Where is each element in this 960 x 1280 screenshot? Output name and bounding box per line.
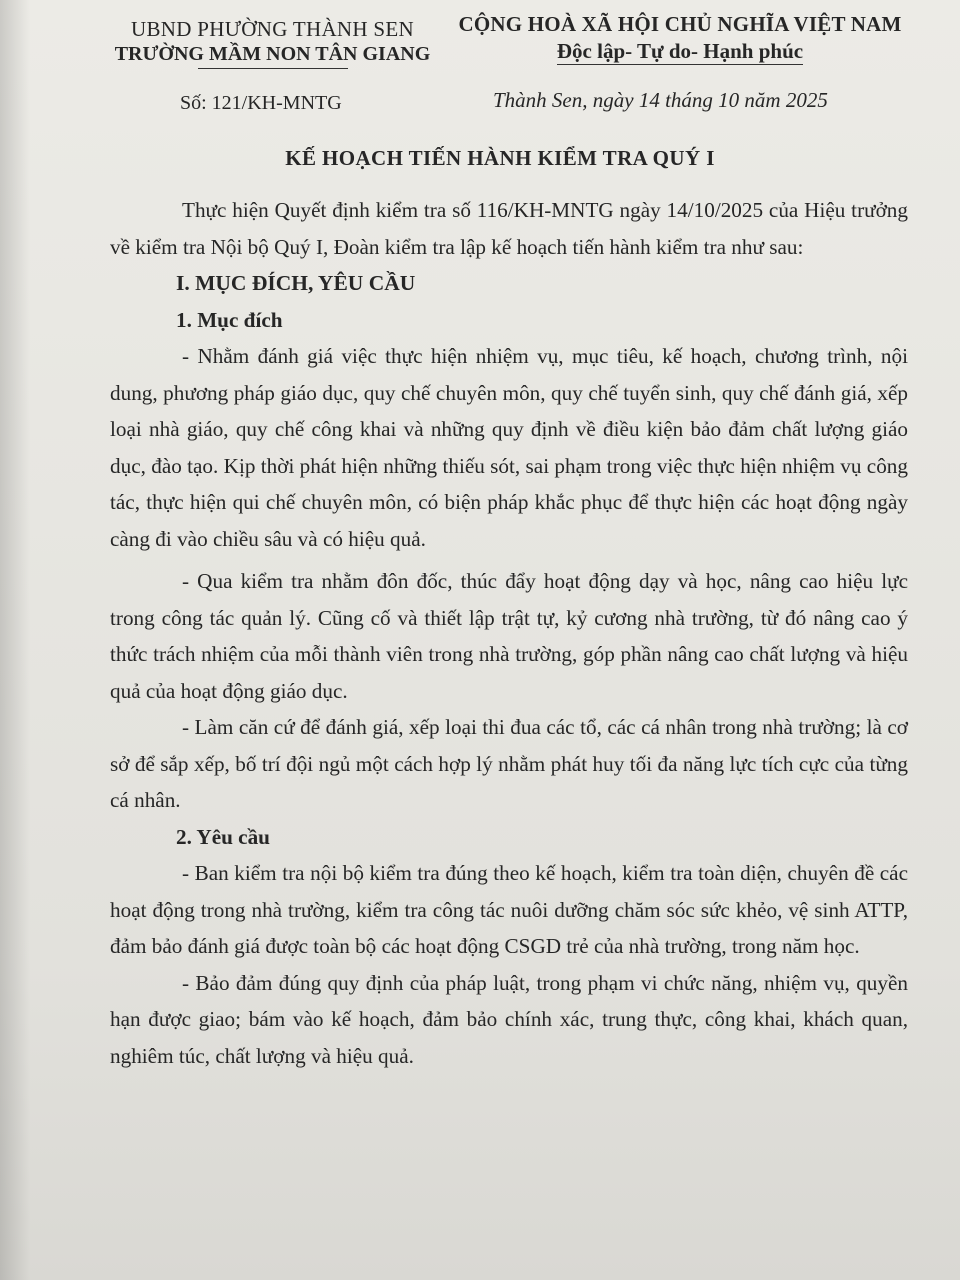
school-name: TRƯỜNG MẦM NON TÂN GIANG bbox=[114, 43, 431, 65]
document-number: Số: 121/KH-MNTG bbox=[180, 92, 342, 114]
agency-name: UBND PHƯỜNG THÀNH SEN bbox=[131, 17, 414, 41]
requirements-heading: 2. Yêu cầu bbox=[176, 824, 270, 849]
requirements-paragraph: - Bảo đảm đúng quy định của pháp luật, trong phạm vi chức năng, nhiệm vụ, quyền hạn được giao; bám vào kế hoạch, đảm bảo chính xác, trung thực, công khai, khách quan, nghiêm túc, chất lượng và hiệu quả. bbox=[110, 970, 908, 1068]
page-shadow bbox=[0, 0, 30, 1280]
issuer-block bbox=[105, 16, 440, 69]
purpose-paragraph: - Nhằm đánh giá việc thực hiện nhiệm vụ, mục tiêu, kế hoạch, chương trình, nội dung, phương pháp giáo dục, quy chế chuyên môn, quy chế tuyển sinh, quy chế đánh giá, xếp loại nhà giáo, quy chế công khai và những quy định về điều kiện bảo đảm chất lượng giáo dục, đào tạo. Kịp thời phát hiện những thiếu sót, sai phạm trong việc thực hiện nhiệm vụ công tác, thực hiện qui chế chuyên môn, có biện pháp khắc phục để thực hiện các hoạt động ngày càng đi vào chiều sâu và có hiệu quả. bbox=[110, 344, 908, 551]
document-body bbox=[110, 192, 908, 1074]
issuer-underline bbox=[198, 68, 348, 69]
document-title: KẾ HOẠCH TIẾN HÀNH KIỂM TRA QUÝ I bbox=[285, 146, 715, 170]
purpose-paragraph: - Qua kiểm tra nhằm đôn đốc, thúc đẩy hoạt động dạy và học, nâng cao hiệu lực trong công tác quản lý. Cũng cố và thiết lập trật tự, kỷ cương nhà trường, từ đó nâng cao ý thức trách nhiệm của mỗi thành viên trong nhà trường, góp phần nâng cao chất lượng và hiệu quả của hoạt động giáo dục. bbox=[110, 569, 908, 703]
motto-text: Độc lập- Tự do- Hạnh phúc bbox=[556, 39, 804, 63]
national-header bbox=[445, 10, 915, 64]
section-heading: I. MỤC ĐÍCH, YÊU CẦU bbox=[176, 271, 416, 295]
national-title: CỘNG HOÀ XÃ HỘI CHỦ NGHĨA VIỆT NAM bbox=[458, 12, 902, 36]
place-date: Thành Sen, ngày 14 tháng 10 năm 2025 bbox=[493, 88, 828, 112]
purpose-heading: 1. Mục đích bbox=[176, 307, 283, 332]
national-motto bbox=[445, 38, 915, 64]
requirements-paragraph: - Ban kiểm tra nội bộ kiểm tra đúng theo kế hoạch, kiểm tra toàn diện, chuyên đề các hoạt động trong nhà trường, kiểm tra công tác nuôi dưỡng chăm sóc sức khẻo, vệ sinh ATTP, đảm bảo đánh giá được toàn bộ các hoạt động CSGD trẻ của nhà trường, trong năm học. bbox=[110, 861, 908, 958]
intro-paragraph: Thực hiện Quyết định kiểm tra số 116/KH-MNTG ngày 14/10/2025 của Hiệu trưởng về kiểm tra Nội bộ Quý I, Đoàn kiểm tra lập kế hoạch tiến hành kiểm tra như sau: bbox=[110, 198, 908, 259]
purpose-paragraph: - Làm căn cứ để đánh giá, xếp loại thi đua các tổ, các cá nhân trong nhà trường; là cơ sở để sắp xếp, bố trí đội ngủ một cách hợp lý nhằm phát huy tối đa năng lực tích cực của từng cá nhân. bbox=[110, 715, 908, 812]
